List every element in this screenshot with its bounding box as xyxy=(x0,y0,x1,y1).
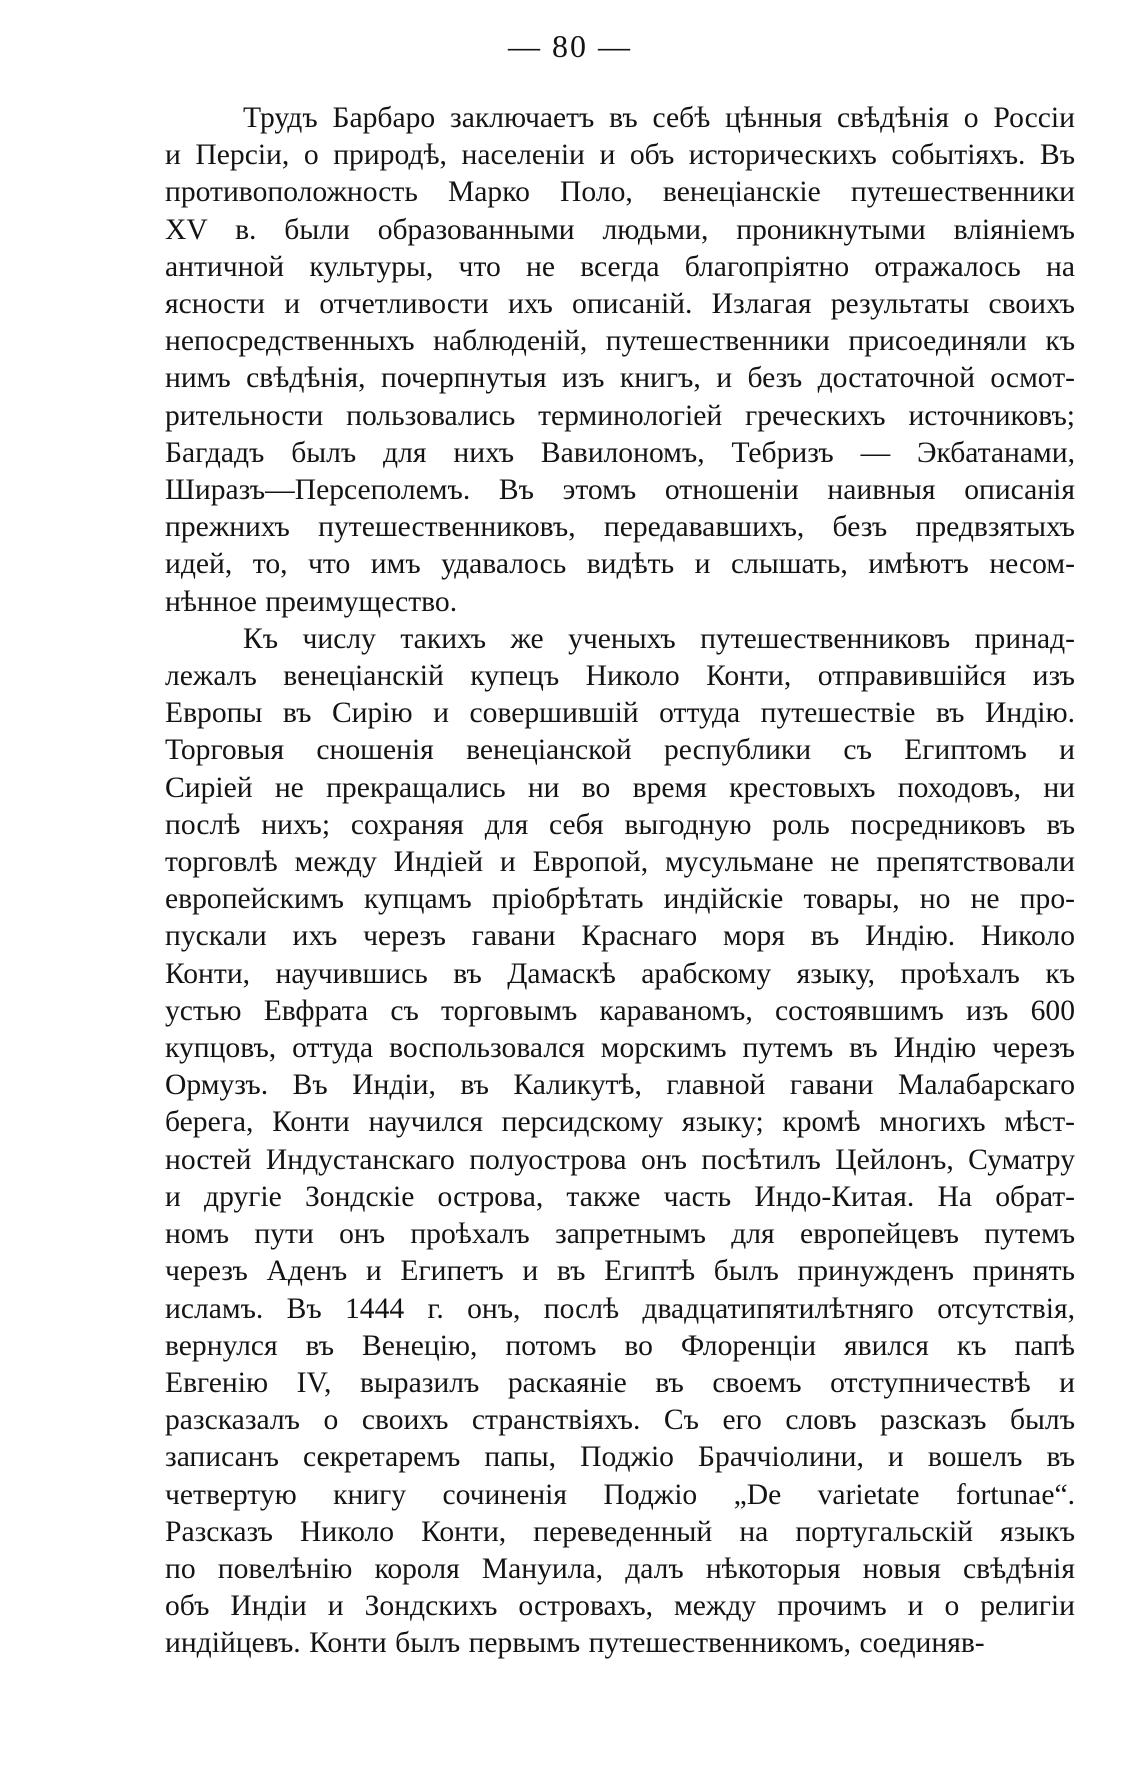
text-line: нѣнное преимущество. xyxy=(165,585,458,618)
text-line: Къ числу такихъ же ученыхъ путешественниковъ принад- xyxy=(243,622,1075,655)
text-line: непосредственныхъ наблюденій, путешественники присоединяли къ xyxy=(165,325,1075,358)
text-line: Багдадъ былъ для нихъ Вавилономъ, Тебризъ — Экбатанами, xyxy=(165,436,1075,469)
text-line: европейскимъ купцамъ пріобрѣтать индійскіе товары, но не про- xyxy=(165,883,1075,916)
text-line: вернулся въ Венецію, потомъ во Флоренціи явился къ папѣ xyxy=(165,1329,1075,1362)
text-line: и Персіи, о природѣ, населеніи и объ историческихъ событіяхъ. Въ xyxy=(165,139,1075,172)
text-line: пускали ихъ черезъ гавани Краснаго моря въ Индію. Николо xyxy=(165,920,1075,953)
text-line: античной культуры, что не всегда благопріятно отражалось на xyxy=(165,250,1075,283)
paragraph-2 xyxy=(165,621,1075,1663)
text-line: номъ пути онъ проѣхалъ запретнымъ для европейцевъ путемъ xyxy=(165,1218,1075,1251)
text-line: Ормузъ. Въ Индіи, въ Каликутѣ, главной гавани Малабарскаго xyxy=(165,1069,1075,1102)
text-line: индійцевъ. Конти былъ первымъ путешественникомъ, соединяв- xyxy=(165,1627,985,1660)
text-line: лежалъ венеціанскій купецъ Николо Конти, отправившійся изъ xyxy=(165,660,1075,693)
text-line: устью Евфрата съ торговымъ караваномъ, состоявшимъ изъ 600 xyxy=(165,994,1075,1027)
text-line: ясности и отчетливости ихъ описаній. Излагая результаты своихъ xyxy=(165,288,1075,321)
text-line: ностей Индустанскаго полуострова онъ посѣтилъ Цейлонъ, Суматру xyxy=(165,1143,1075,1176)
text-line: рительности пользовались терминологіей греческихъ источниковъ; xyxy=(165,399,1075,432)
page-number: — 80 — xyxy=(508,28,632,64)
text-line: разсказалъ о своихъ странствіяхъ. Съ его словъ разсказъ былъ xyxy=(165,1404,1075,1437)
text-line: Ширазъ—Персеполемъ. Въ этомъ отношеніи наивныя описанія xyxy=(165,474,1075,507)
text-line: прежнихъ путешественниковъ, передававшихъ, безъ предвзятыхъ xyxy=(165,511,1075,544)
text-line: четвертую книгу сочиненія Поджіо „De varietate fortunae“. xyxy=(165,1478,1075,1511)
text-line: идей, то, что имъ удавалось видѣть и слышать, имѣютъ несом- xyxy=(165,548,1075,581)
text-line: Трудъ Барбаро заключаетъ въ себѣ цѣнныя свѣдѣнія о Россіи xyxy=(243,102,1075,134)
text-line: исламъ. Въ 1444 г. онъ, послѣ двадцатипятилѣтняго отсутствія, xyxy=(165,1292,1075,1325)
text-line: и другіе Зондскіе острова, также часть Индо-Китая. На обрат- xyxy=(165,1180,1075,1213)
text-line: противоположность Марко Поло, венеціанскіе путешественники xyxy=(165,176,1075,209)
text-line: послѣ нихъ; сохраняя для себя выгодную роль посредниковъ въ xyxy=(165,808,1075,841)
text-line: Евгенію IV, выразилъ раскаяніе въ своемъ отступничествѣ и xyxy=(165,1366,1075,1399)
text-line: нимъ свѣдѣнія, почерпнутыя изъ книгъ, и безъ достаточной осмот- xyxy=(165,362,1075,395)
text-line: Торговыя сношенія венеціанской республики съ Египтомъ и xyxy=(165,734,1075,767)
text-line: Конти, научившись въ Дамаскѣ арабскому языку, проѣхалъ къ xyxy=(165,957,1075,990)
text-line: записанъ секретаремъ папы, Поджіо Браччіолини, и вошелъ въ xyxy=(165,1441,1075,1474)
paragraph-1 xyxy=(165,100,1075,621)
text-line: Сиріей не прекращались ни во время крестовыхъ походовъ, ни xyxy=(165,771,1075,804)
text-line: купцовъ, оттуда воспользовался морскимъ путемъ въ Индію черезъ xyxy=(165,1032,1075,1065)
text-line: по повелѣнію короля Мануила, далъ нѣкоторыя новыя свѣдѣнія xyxy=(165,1552,1075,1585)
page-body xyxy=(165,100,1075,1663)
text-line: берега, Конти научился персидскому языку; кромѣ многихъ мѣст- xyxy=(165,1106,1075,1139)
text-line: торговлѣ между Индіей и Европой, мусульмане не препятствовали xyxy=(165,846,1075,879)
text-line: Разсказъ Николо Конти, переведенный на португальскій языкъ xyxy=(165,1515,1075,1548)
text-line: объ Индіи и Зондскихъ островахъ, между прочимъ и о религіи xyxy=(165,1590,1075,1623)
text-line: Европы въ Сирію и совершившій оттуда путешествіе въ Индію. xyxy=(165,697,1075,730)
text-line: XV в. были образованными людьми, проникнутыми вліяніемъ xyxy=(165,213,1075,246)
text-line: черезъ Аденъ и Египетъ и въ Египтѣ былъ принужденъ принять xyxy=(165,1255,1075,1288)
